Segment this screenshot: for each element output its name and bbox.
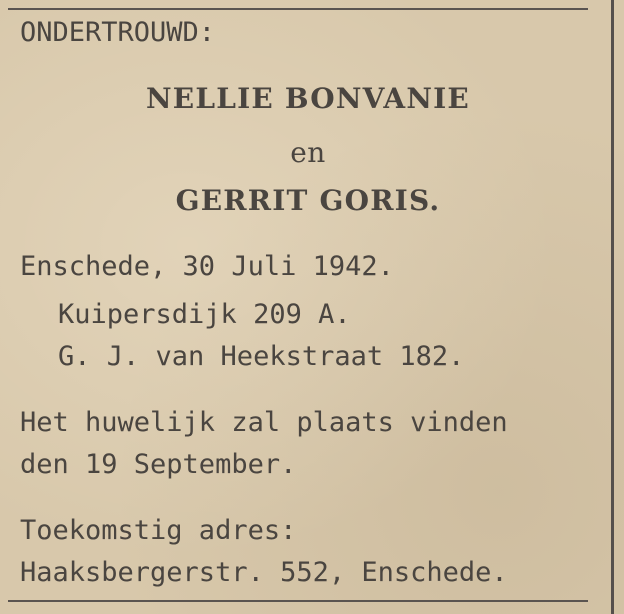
top-rule <box>8 8 588 10</box>
place-date: Enschede, 30 Juli 1942. <box>20 251 394 282</box>
wedding-announcement-line-1: Het huwelijk zal plaats vinden <box>20 407 508 438</box>
wedding-announcement-line-2: den 19 September. <box>20 449 297 480</box>
future-address-label: Toekomstig adres: <box>20 515 297 546</box>
bottom-rule <box>8 600 588 602</box>
future-address: Haaksbergerstr. 552, Enschede. <box>20 557 508 588</box>
conjunction: en <box>290 136 326 169</box>
groom-name: GERRIT GORIS. <box>175 184 441 217</box>
bride-name: NELLIE BONVANIE <box>146 82 470 115</box>
bride-address: Kuipersdijk 209 A. <box>58 299 351 330</box>
notice-heading: ONDERTROUWD: <box>20 17 216 48</box>
right-column-rule <box>611 0 614 614</box>
groom-address: G. J. van Heekstraat 182. <box>58 341 465 372</box>
